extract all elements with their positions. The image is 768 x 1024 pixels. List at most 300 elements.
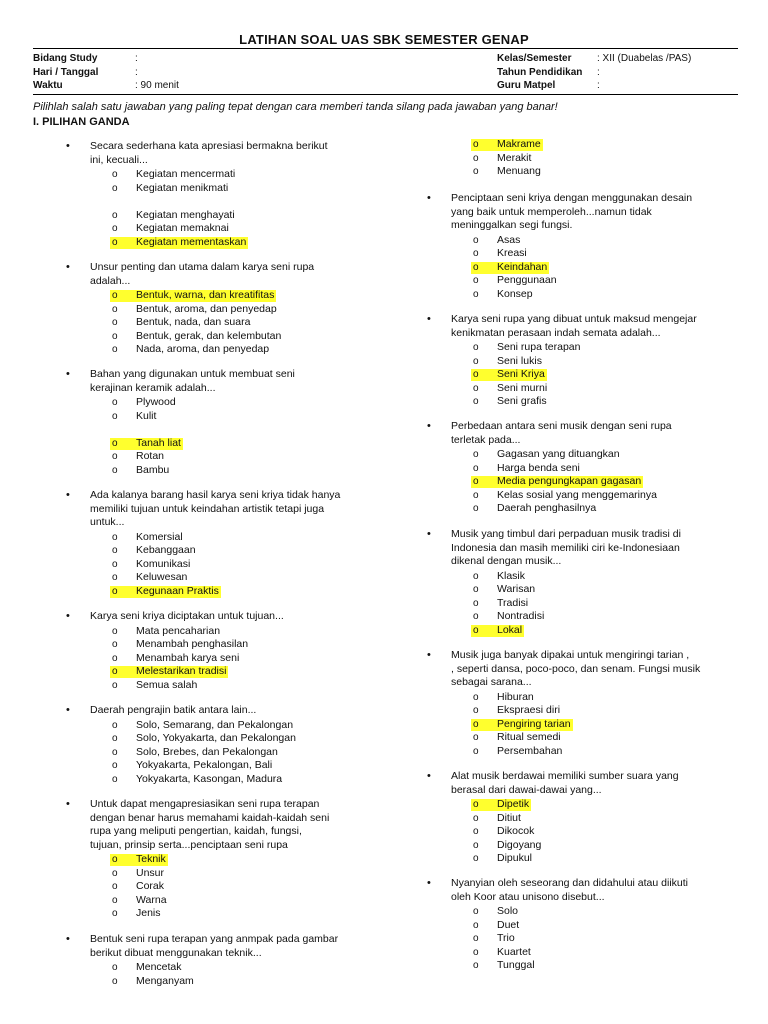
answer-option[interactable] [66,289,356,303]
option-text: Harga benda seni [497,461,580,474]
answer-option[interactable] [427,812,717,826]
option-text: Menambah penghasilan [136,638,249,650]
option-text: Nontradisi [497,610,545,622]
answer-option[interactable] [66,638,356,652]
question-item [66,489,356,598]
question-item [66,933,356,988]
answer-option[interactable] [66,665,356,679]
answer-option[interactable] [427,597,717,611]
answer-option[interactable] [427,919,717,933]
option-text: Warisan [497,583,536,595]
answer-option[interactable] [66,222,356,236]
answer-option[interactable] [427,165,717,179]
option-text: Penggunaan [497,274,557,286]
option-text: Mencetak [136,961,182,973]
option-text: Solo, Yokyakarta, dan Pekalongan [136,732,296,744]
answer-option[interactable] [427,745,717,759]
answer-option[interactable] [427,448,717,462]
question-item [427,877,717,973]
answer-options [66,719,356,787]
bullet-icon: • [427,877,431,889]
option-text: Solo, Semarang, dan Pekalongan [136,718,294,731]
spacer [66,423,356,437]
option-text: Kegiatan menikmati [136,181,229,194]
question-stem [427,877,717,904]
spacer [66,195,356,209]
option-circle-icon: o [112,652,118,664]
option-text: Klasik [497,569,526,582]
question-stem-line: Penciptaan seni kriya dengan menggunakan desain [451,192,693,204]
bullet-icon: • [66,704,70,716]
option-text: Kegiatan memaknai [136,222,229,234]
question-item [66,798,356,921]
answer-option[interactable] [427,852,717,866]
answer-options [427,234,717,302]
option-circle-icon: o [112,760,118,771]
bullet-icon: • [427,649,431,661]
option-circle-icon: o [112,209,118,221]
answer-option[interactable] [66,746,356,760]
question-stem-line: Alat musik berdawai memiliki sumber suara yang [451,770,679,782]
option-text: Lokal [497,623,523,636]
question-stem [427,313,717,340]
option-circle-icon: o [473,342,479,353]
option-text: Kegiatan mementaskan [136,235,247,248]
option-text: Asas [497,233,521,246]
question-stem-line: terletak pada... [451,433,521,446]
option-circle-icon: o [112,854,118,865]
field-value: : [597,80,600,91]
option-text: Trio [497,932,515,944]
answer-options [66,625,356,693]
option-circle-icon: o [473,275,479,286]
option-circle-icon: o [112,572,118,583]
answer-option[interactable] [66,410,356,424]
answer-option[interactable] [427,825,717,839]
answer-option[interactable] [66,182,356,196]
option-circle-icon: o [473,152,479,164]
option-circle-icon: o [473,449,479,460]
option-text: Bentuk, nada, dan suara [136,316,251,328]
question-stem-line: Bahan yang digunakan untuk membuat seni [90,368,295,380]
option-text: Solo, Brebes, dan Pekalongan [136,745,278,758]
answer-option[interactable] [427,261,717,275]
question-stem [66,933,356,960]
option-text: Dipetik [497,798,530,810]
option-text: Yokyakarta, Pekalongan, Bali [136,759,273,771]
answer-options [66,853,356,921]
option-circle-icon: o [112,975,118,987]
option-circle-icon: o [473,745,479,757]
question-item [66,610,356,692]
option-circle-icon: o [112,330,118,342]
option-circle-icon: o [112,317,118,328]
question-stem [66,798,356,852]
answer-option[interactable] [427,274,717,288]
option-circle-icon: o [112,397,118,408]
option-circle-icon: o [112,545,118,556]
option-circle-icon: o [473,166,479,177]
answer-options [427,570,717,638]
question-stem-line: Unsur penting dan utama dalam karya seni rupa [90,261,315,273]
option-text: Persembahan [497,744,563,757]
question-stem [427,420,717,447]
answer-option[interactable] [427,462,717,476]
question-stem-line: Nyanyian oleh seseorang dan didahului atau diikuti [451,877,688,889]
option-circle-icon: o [473,933,479,944]
option-circle-icon: o [473,611,479,622]
option-text: Menganyam [136,974,194,987]
answer-option[interactable] [427,905,717,919]
option-text: Gagasan yang dituangkan [497,448,620,460]
option-circle-icon: o [112,437,118,449]
option-text: Kreasi [497,247,527,259]
option-circle-icon: o [112,894,118,906]
answer-option[interactable] [427,959,717,973]
option-text: Tunggal [497,959,535,971]
field-label: Hari / Tanggal [33,66,99,78]
question-stem [427,770,717,797]
answer-option[interactable] [66,303,356,317]
question-stem-line: Perbedaan antara seni musik dengan seni rupa [451,420,672,432]
answer-option[interactable] [66,464,356,478]
question-stem-line: Musik yang timbul dari perpaduan musik tradisi di [451,528,681,540]
option-text: Menambah karya seni [136,651,240,664]
option-text: Merakit [497,151,532,164]
question-stem-line: dengan benar harus memahami kaidah-kaidah seni [90,811,330,824]
answer-option[interactable] [427,395,717,409]
question-stem-line: tujuan, prinsip serta...penciptaan seni rupa [90,838,288,851]
option-circle-icon: o [473,691,479,703]
question-item [66,140,356,249]
question-stem-line: Secara sederhana kata apresiasi bermakna berikut [90,140,328,152]
option-circle-icon: o [473,382,479,394]
answer-option[interactable] [66,531,356,545]
answer-option[interactable] [66,236,356,250]
bullet-icon: • [427,192,431,204]
answer-option[interactable] [427,932,717,946]
answer-option[interactable] [427,234,717,248]
question-item [427,770,717,866]
answer-option[interactable] [427,355,717,369]
answer-option[interactable] [427,731,717,745]
answer-options [427,905,717,973]
option-text: Duet [497,918,520,931]
option-circle-icon: o [473,853,479,864]
question-stem-line: kenikmatan perasaan indah semata adalah... [451,326,661,339]
question-stem-line: dikenal dengan musik... [451,555,562,567]
option-circle-icon: o [112,290,118,301]
option-text: Media pengungkapan gagasan [497,475,642,487]
answer-option[interactable] [66,571,356,585]
field-value: : XII (Duabelas /PAS) [597,53,692,64]
option-text: Nada, aroma, dan penyedap [136,343,270,355]
option-text: Solo [497,905,519,917]
answer-option[interactable] [66,343,356,357]
answer-option[interactable] [66,168,356,182]
bullet-icon: • [66,489,70,501]
answer-option[interactable] [427,382,717,396]
answer-options [66,289,356,357]
option-circle-icon: o [473,624,479,636]
option-circle-icon: o [112,236,118,248]
option-text: Mata pencaharian [136,624,221,637]
answer-option[interactable] [66,907,356,921]
answer-options [427,341,717,409]
answer-option[interactable] [66,975,356,989]
option-text: Menuang [497,165,541,177]
option-circle-icon: o [112,881,118,892]
header-top-rule [33,48,738,49]
option-circle-icon: o [112,223,118,234]
question-stem-line: yang baik untuk memperoleh...namun tidak [451,205,652,218]
option-circle-icon: o [473,396,479,407]
question-item [66,368,356,477]
question-stem-line: Ada kalanya barang hasil karya seni kriya tidak hanya [90,489,341,501]
bullet-icon: • [66,933,70,945]
field-value: : [135,66,138,78]
question-stem-line: , seperti dansa, poco-poco, dan senam. Fungsi musik [451,662,701,675]
question-stem-line: Karya seni kriya diciptakan untuk tujuan... [90,610,284,622]
option-text: Tradisi [497,596,529,609]
section-title: I. PILIHAN GANDA [33,116,130,128]
question-stem-line: Indonesia dan masih memiliki ciri ke-Indonesiaan [451,541,680,554]
option-text: Unsur [136,866,165,879]
option-circle-icon: o [473,248,479,259]
field-label: Bidang Study [33,53,98,64]
question-stem-line: adalah... [90,274,131,287]
option-circle-icon: o [473,234,479,246]
question-stem [66,261,356,288]
option-text: Bambu [136,463,170,476]
option-text: Seni grafis [497,395,547,407]
option-text: Bentuk, gerak, dan kelembutan [136,329,282,342]
option-text: Warna [136,893,167,906]
option-text: Makrame [497,138,541,150]
instruction-text: Pilihlah salah satu jawaban yang paling tepat dengan cara memberi tanda silang pada jawaban yang banar! [33,101,558,113]
answer-option[interactable] [66,652,356,666]
answer-option[interactable] [66,396,356,410]
answer-option[interactable] [427,583,717,597]
answer-option[interactable] [427,839,717,853]
answer-option[interactable] [427,946,717,960]
answer-option[interactable] [427,489,717,503]
option-circle-icon: o [112,531,118,543]
option-circle-icon: o [112,182,118,194]
option-circle-icon: o [112,585,118,597]
answer-option[interactable] [427,502,717,516]
option-text: Bentuk, aroma, dan penyedap [136,302,277,315]
field-label: Waktu [33,80,63,91]
answer-options [66,168,356,249]
answer-option[interactable] [66,330,356,344]
question-stem [427,649,717,690]
option-circle-icon: o [473,503,479,514]
bullet-icon: • [66,798,70,810]
answer-option[interactable] [66,585,356,599]
option-circle-icon: o [473,288,479,300]
question-item [427,313,717,409]
option-text: Seni rupa terapan [497,341,581,353]
answer-option[interactable] [427,704,717,718]
question-stem-line: ini, kecuali... [90,153,148,166]
field-value: : [135,53,138,64]
answer-option[interactable] [66,450,356,464]
question-item [66,704,356,786]
option-circle-icon: o [112,666,118,677]
bullet-icon: • [66,261,70,273]
option-text: Kelas sosial yang menggemarinya [497,488,657,501]
option-text: Ekspraesi diri [497,704,561,716]
answer-option[interactable] [66,759,356,773]
option-text: Melestarikan tradisi [136,665,227,677]
option-circle-icon: o [112,558,118,570]
option-text: Corak [136,880,165,892]
answer-option[interactable] [427,138,717,152]
field-label: Tahun Pendidikan [497,66,583,78]
option-circle-icon: o [112,410,118,422]
answer-option[interactable] [66,679,356,693]
option-circle-icon: o [473,462,479,474]
option-text: Komersial [136,530,183,543]
question-stem-line: Untuk dapat mengapresiasikan seni rupa terapan [90,798,320,810]
answer-option[interactable] [66,961,356,975]
header-bottom-rule [33,94,738,95]
option-circle-icon: o [112,679,118,691]
question-stem [66,610,356,624]
answer-option[interactable] [66,625,356,639]
answer-option[interactable] [66,209,356,223]
option-text: Rotan [136,450,165,462]
option-circle-icon: o [112,773,118,785]
option-text: Yokyakarta, Kasongan, Madura [136,772,283,785]
question-stem [66,704,356,718]
question-item [427,649,717,758]
answer-option[interactable] [427,288,717,302]
option-text: Hiburan [497,690,534,703]
option-circle-icon: o [112,908,118,919]
option-circle-icon: o [112,719,118,731]
option-circle-icon: o [112,169,118,180]
answer-option[interactable] [427,798,717,812]
answer-option[interactable] [66,558,356,572]
option-text: Kegiatan mencermati [136,168,236,180]
option-circle-icon: o [473,826,479,837]
answer-options [66,396,356,477]
answer-option[interactable] [66,853,356,867]
answer-option[interactable] [66,544,356,558]
answer-options [66,531,356,599]
option-circle-icon: o [473,960,479,971]
question-item [427,192,717,301]
question-stem [427,192,717,233]
answer-option[interactable] [427,718,717,732]
field-value: : [597,66,600,78]
bullet-icon: • [427,313,431,325]
question-stem-line: rupa yang meliputi pengertian, kaidah, fungsi, [90,825,302,837]
question-stem-line: Musik juga banyak dipakai untuk mengiringi tarian , [451,649,690,661]
option-circle-icon: o [473,355,479,367]
bullet-icon: • [427,420,431,432]
option-circle-icon: o [473,705,479,716]
answer-option[interactable] [427,570,717,584]
page-title: LATIHAN SOAL UAS SBK SEMESTER GENAP [239,32,529,47]
field-label: Kelas/Semester [497,53,572,64]
option-circle-icon: o [473,946,479,958]
answer-option[interactable] [66,732,356,746]
option-text: Dikocok [497,825,535,837]
option-text: Jenis [136,907,161,919]
answer-option[interactable] [66,719,356,733]
question-stem-line: Bentuk seni rupa terapan yang anmpak pada gambar [90,933,339,945]
header-right [497,52,691,93]
option-text: Kebanggaan [136,544,196,556]
option-circle-icon: o [112,344,118,355]
option-text: Plywood [136,396,176,408]
option-text: Teknik [136,853,166,865]
answer-option[interactable] [66,880,356,894]
question-stem-line: berasal dari dawai-dawai yang... [451,783,602,796]
answer-option[interactable] [66,316,356,330]
header-left [33,52,179,93]
question-stem-line: memiliki tujuan untuk keindahan artistik tetapi juga [90,502,325,515]
question-stem-line: untuk... [90,516,125,528]
bullet-icon: • [66,368,70,380]
option-circle-icon: o [473,839,479,851]
answer-option[interactable] [427,341,717,355]
question-stem [66,368,356,395]
option-circle-icon: o [112,746,118,758]
option-circle-icon: o [112,962,118,973]
answer-option[interactable] [427,368,717,382]
answer-option[interactable] [427,247,717,261]
question-continuation [427,138,717,179]
option-circle-icon: o [473,919,479,931]
question-stem-line: berikut dibuat menggunakan teknik... [90,946,262,959]
bullet-icon: • [66,610,70,622]
answer-option[interactable] [427,624,717,638]
answer-option[interactable] [427,152,717,166]
option-text: Keluwesan [136,571,188,583]
option-text: Kegiatan menghayati [136,208,235,221]
option-circle-icon: o [112,464,118,476]
option-text: Seni murni [497,381,548,394]
answer-option[interactable] [66,773,356,787]
answer-option[interactable] [427,691,717,705]
field-value: : 90 menit [135,80,179,91]
answer-option[interactable] [427,475,717,489]
option-circle-icon: o [473,139,479,150]
answer-option[interactable] [66,894,356,908]
option-text: Semua salah [136,678,198,691]
question-stem [66,140,356,167]
question-stem-line: kerajinan keramik adalah... [90,381,216,394]
option-text: Ritual semedi [497,731,561,743]
question-stem-line: sebagai sarana... [451,676,532,688]
answer-option[interactable] [66,437,356,451]
answer-option[interactable] [66,867,356,881]
option-text: Ditiut [497,811,521,824]
field-label: Guru Matpel [497,80,556,91]
answer-option[interactable] [427,610,717,624]
question-stem-line: Daerah pengrajin batik antara lain... [90,704,257,716]
option-circle-icon: o [473,732,479,743]
option-circle-icon: o [473,570,479,582]
option-circle-icon: o [473,799,479,810]
option-text: Bentuk, warna, dan kreatifitas [136,289,275,301]
option-circle-icon: o [112,451,118,462]
option-text: Dipukul [497,852,533,864]
